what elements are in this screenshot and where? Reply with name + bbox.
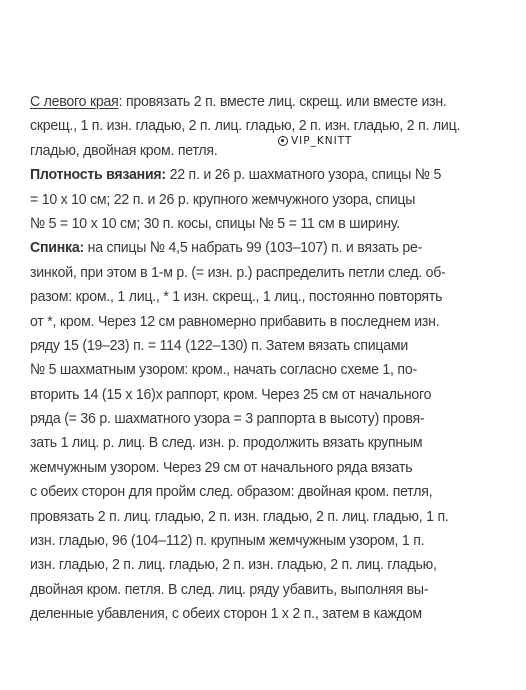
text-line [30, 505, 504, 529]
section-heading: Спинка: [30, 239, 84, 257]
text-line [30, 334, 504, 358]
text-line [30, 90, 504, 114]
text-line [30, 285, 504, 309]
text-segment: ряду 15 (19–23) п. = 114 (122–130) п. Затем вязать спицами [30, 336, 409, 354]
text-segment: = 10 х 10 см; 22 п. и 26 р. крупного жемчужного узора, спицы [30, 190, 416, 208]
knitting-instructions-text [30, 90, 504, 627]
text-segment: ряда (= 36 р. шахматного узора = 3 раппорта в высоту) провя- [30, 410, 425, 428]
text-segment: от *, кром. Через 12 см равномерно прибавить в последнем изн. [30, 312, 440, 330]
text-line [30, 578, 504, 602]
text-line [30, 114, 504, 138]
text-segment: на спицы № 4,5 набрать 99 (103–107) п. и вязать ре- [83, 239, 423, 257]
text-line [30, 383, 504, 407]
text-segment: с обеих сторон для пройм след. образом: двойная кром. петля, [30, 483, 433, 501]
text-segment: № 5 шахматным узором: кром., начать согласно схеме 1, по- [30, 361, 417, 379]
text-line [30, 261, 504, 285]
text-segment: провязать 2 п. лиц. гладью, 2 п. изн. гладью, 2 п. лиц. гладью, 1 п. [30, 507, 449, 525]
text-line [30, 358, 504, 382]
text-line [30, 553, 504, 577]
text-line [30, 431, 504, 455]
text-segment: изн. гладью, 96 (104–112) п. крупным жемчужным узором, 1 п. [30, 532, 425, 550]
text-line [30, 163, 504, 187]
text-segment: : провязать 2 п. вместе лиц. скрещ. или вместе изн. [118, 93, 447, 110]
text-line [30, 212, 504, 236]
text-segment: зинкой, при этом в 1-м р. (= изн. р.) распределить петли след. об- [30, 263, 446, 281]
text-line [30, 188, 504, 212]
section-heading: Плотность вязания: [30, 166, 166, 184]
text-segment: скрещ., 1 п. изн. гладью, 2 п. лиц. гладью, 2 п. изн. гладью, 2 п. лиц. [30, 117, 461, 135]
text-line [30, 602, 504, 626]
instagram-icon [278, 136, 288, 146]
text-segment: разом: кром., 1 лиц., * 1 изн. скрещ., 1 лиц., постоянно повторять [30, 288, 443, 306]
text-line [30, 480, 504, 504]
text-line [30, 139, 504, 163]
text-segment: 22 п. и 26 р. шахматного узора, спицы № 5 [165, 166, 442, 184]
text-segment: жемчужным узором. Через 29 см от начального ряда вязать [30, 458, 413, 476]
underlined-label: С левого края [30, 93, 119, 110]
text-line [30, 456, 504, 480]
text-segment: зать 1 лиц. р. лиц. В след. изн. р. продолжить вязать крупным [30, 434, 423, 452]
text-line [30, 529, 504, 553]
watermark [278, 135, 352, 147]
text-segment: № 5 = 10 х 10 см; 30 п. косы, спицы № 5 = 11 см в ширину. [30, 214, 400, 232]
text-segment: изн. гладью, 2 п. лиц. гладью, 2 п. изн. гладью, 2 п. лиц. гладью, [30, 556, 437, 574]
text-segment: вторить 14 (15 х 16)х раппорт, кром. Через 25 см от начального [30, 385, 432, 403]
text-segment: гладью, двойная кром. петля. [30, 141, 218, 159]
text-segment: двойная кром. петля. В след. лиц. ряду убавить, выполняя вы- [30, 580, 429, 598]
text-line [30, 407, 504, 431]
watermark-handle: VIP_KNITT [291, 135, 353, 147]
text-line [30, 310, 504, 334]
text-line [30, 236, 504, 260]
text-segment: деленные убавления, с обеих сторон 1 х 2 п., затем в каждом [30, 605, 422, 623]
